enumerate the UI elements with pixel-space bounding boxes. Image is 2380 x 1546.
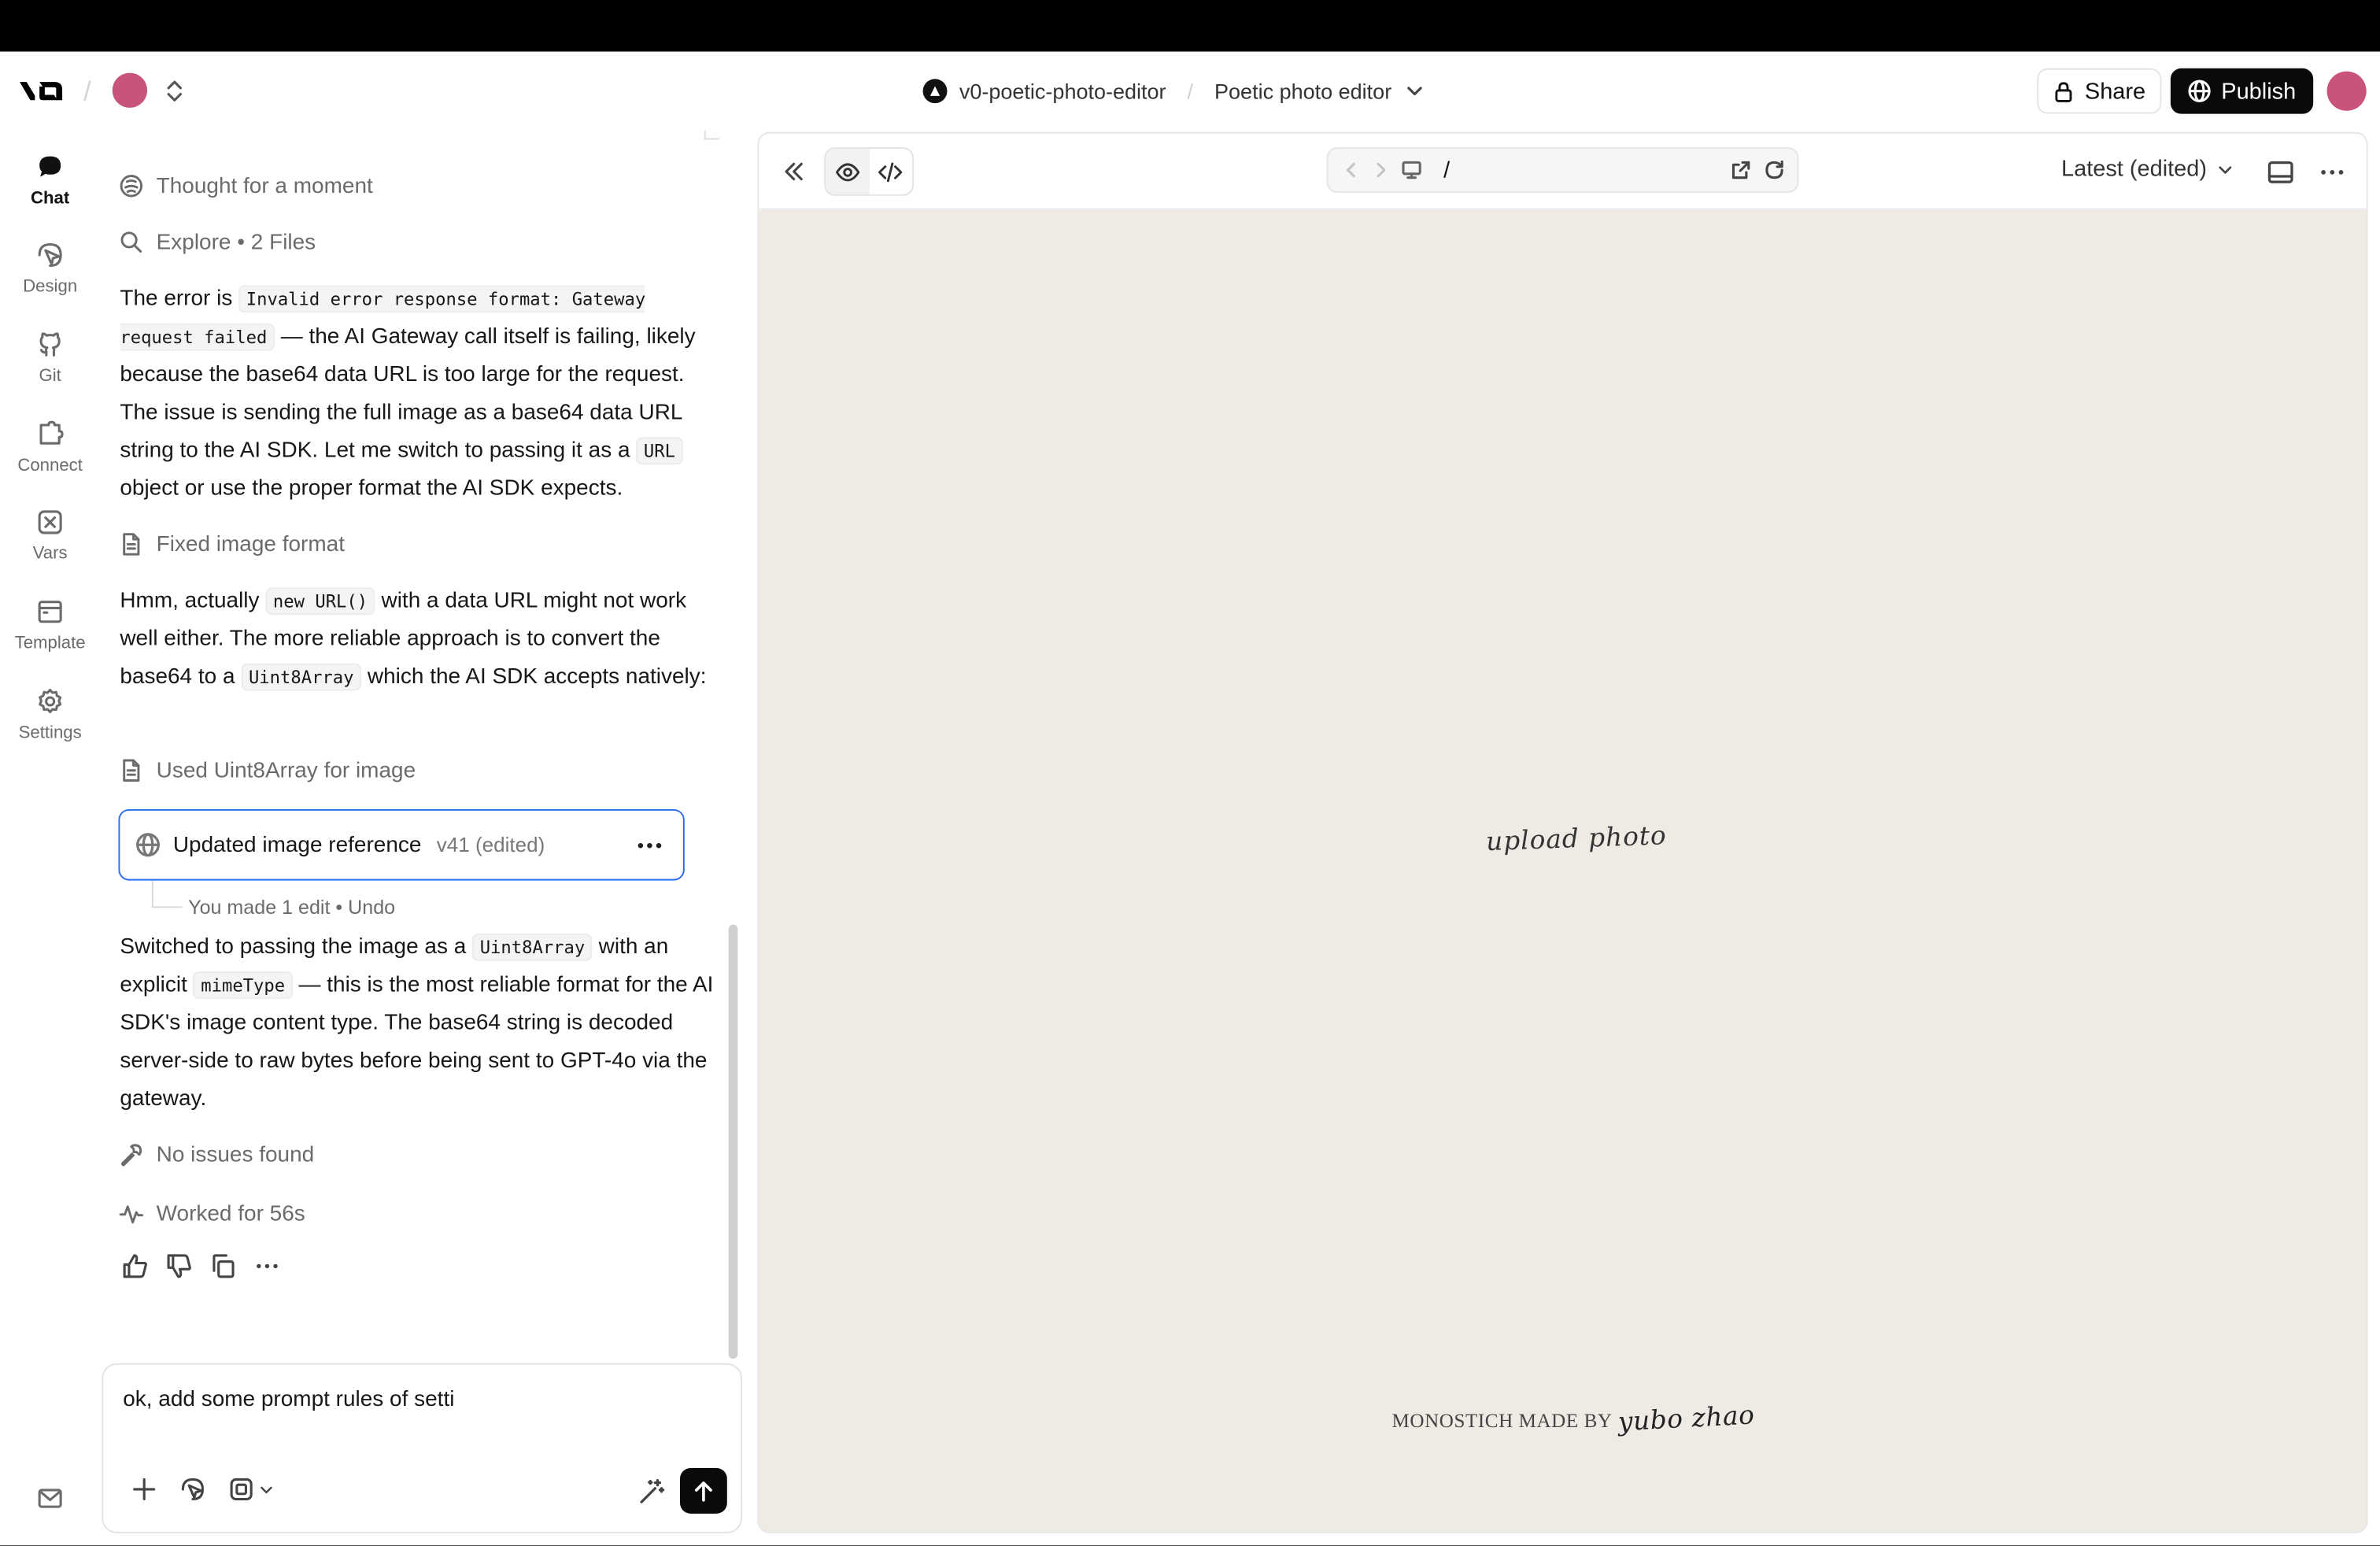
- inline-code: URL: [636, 437, 682, 464]
- version-card[interactable]: [118, 809, 684, 881]
- forward-arrow-icon[interactable]: [1371, 160, 1392, 181]
- header: [0, 52, 2380, 131]
- step-worked[interactable]: [118, 1201, 305, 1227]
- design-cursor-icon: [35, 240, 65, 271]
- text-fragment: The error is: [120, 287, 239, 312]
- publish-label: Publish: [2221, 78, 2297, 105]
- chevron-up-down-icon[interactable]: [161, 77, 188, 105]
- rail-item-settings[interactable]: [0, 686, 100, 762]
- version-select[interactable]: [2061, 157, 2234, 183]
- globe-icon: [2188, 79, 2212, 103]
- chat-input[interactable]: ok, add some prompt rules of setti: [123, 1387, 455, 1412]
- puzzle-icon: [35, 419, 65, 449]
- preview-url-bar: [1327, 147, 1799, 193]
- plus-icon[interactable]: [131, 1476, 158, 1503]
- rail-label-git: Git: [39, 367, 61, 386]
- step-used-uint8array[interactable]: [118, 757, 416, 783]
- rail-label-chat: Chat: [30, 190, 70, 209]
- chat-scrollbar[interactable]: [729, 925, 738, 1359]
- chat-bubble-icon: [35, 152, 65, 183]
- text-fragment: which the AI SDK accepts natively:: [361, 664, 707, 690]
- chevron-down-icon: [2216, 160, 2234, 178]
- step-fixed-format[interactable]: [118, 531, 345, 557]
- version-card-title: Updated image reference: [172, 832, 422, 857]
- chat-input-box[interactable]: [102, 1363, 742, 1533]
- chevrons-left-icon[interactable]: [780, 158, 808, 186]
- input-toolbar: [131, 1476, 275, 1503]
- publish-button[interactable]: [2171, 68, 2313, 114]
- footer-credit: [1391, 1400, 1756, 1439]
- step-explore[interactable]: [118, 229, 316, 255]
- inline-code: new URL(): [265, 587, 375, 615]
- header-separator: /: [83, 76, 91, 107]
- project-slug[interactable]: v0-poetic-photo-editor: [959, 79, 1166, 104]
- text-fragment: — the AI Gateway call itself is failing, likely because the base64 data URL is too large for the request. The issue is sending the full image as a base64 data URL string to the AI SDK. Let me switch to passing it as a: [120, 324, 696, 464]
- rail-item-design[interactable]: [0, 240, 100, 316]
- lock-icon: [2053, 80, 2075, 102]
- globe-icon: [135, 832, 161, 858]
- rail-item-git[interactable]: [0, 330, 100, 405]
- step-no-issues-text: No issues found: [156, 1142, 315, 1167]
- upload-photo-button[interactable]: upload photo: [1485, 821, 1668, 858]
- variable-icon: [35, 507, 65, 538]
- project-name[interactable]: Poetic photo editor: [1214, 79, 1392, 104]
- more-horizontal-icon[interactable]: [2318, 158, 2347, 187]
- team-avatar[interactable]: [113, 73, 147, 108]
- text-fragment: with a data URL might not work well either. The more reliable approach is to convert the base64 to a: [120, 589, 687, 690]
- rail-label-settings: Settings: [18, 723, 82, 743]
- step-fixed-text: Fixed image format: [156, 531, 346, 557]
- file-icon: [118, 757, 144, 783]
- step-explore-text: Explore • 2 Files: [156, 230, 316, 255]
- brain-icon: [118, 173, 144, 199]
- panel-layout-icon[interactable]: [2266, 158, 2295, 187]
- arrow-up-icon: [691, 1478, 717, 1503]
- app-preview-canvas: [759, 209, 2367, 1533]
- system-top-bar: [0, 0, 2380, 52]
- text-fragment: — this is the most reliable format for the AI SDK's image content type. The base64 string is decoded server-side to raw bytes before being sent to GPT-4o via the gateway.: [120, 973, 714, 1111]
- gear-icon: [35, 686, 65, 717]
- scroll-marker: [704, 131, 719, 140]
- model-selector[interactable]: [227, 1476, 275, 1503]
- model-icon: [227, 1476, 255, 1503]
- preview-toolbar: [759, 134, 2367, 209]
- step-no-issues[interactable]: [118, 1141, 314, 1167]
- rail-label-vars: Vars: [32, 545, 68, 564]
- v0-logo-icon[interactable]: [18, 76, 67, 106]
- rail-label-design: Design: [23, 277, 78, 297]
- footer-prefix: MONOSTICH MADE BY: [1391, 1408, 1613, 1432]
- url-actions: [1731, 160, 1785, 181]
- edit-note[interactable]: You made 1 edit • Undo: [188, 895, 396, 919]
- view-mode-toggle: [824, 147, 914, 196]
- inline-code: Uint8Array: [241, 664, 361, 691]
- text-fragment: Hmm, actually: [120, 589, 266, 614]
- version-select-label: Latest (edited): [2061, 156, 2207, 183]
- rail-item-vars[interactable]: [0, 507, 100, 583]
- more-horizontal-icon[interactable]: [253, 1252, 281, 1280]
- activity-icon: [118, 1201, 144, 1227]
- step-used-text: Used Uint8Array for image: [156, 758, 416, 783]
- eye-icon: [834, 159, 860, 185]
- template-icon: [35, 597, 65, 627]
- design-mode-icon[interactable]: [179, 1476, 207, 1503]
- code-icon: [878, 159, 904, 185]
- copy-icon[interactable]: [209, 1252, 237, 1280]
- inline-code: Uint8Array: [472, 934, 593, 961]
- step-thought-text: Thought for a moment: [156, 173, 373, 198]
- url-path-input[interactable]: /: [1443, 157, 1451, 183]
- desktop-icon[interactable]: [1401, 160, 1422, 181]
- rail-item-connect[interactable]: [0, 419, 100, 494]
- chat-panel: [100, 131, 745, 1545]
- version-card-version: v41 (edited): [436, 833, 545, 856]
- wrench-icon: [118, 1141, 144, 1167]
- message-paragraph-1: [120, 281, 726, 509]
- project-breadcrumb: [923, 75, 1425, 108]
- preview-mode-button[interactable]: [826, 149, 869, 194]
- vercel-triangle-icon: [923, 79, 948, 103]
- step-thought[interactable]: [118, 173, 372, 199]
- send-button[interactable]: [680, 1468, 727, 1514]
- rail-label-template: Template: [14, 634, 86, 653]
- preview-panel: [757, 132, 2367, 1533]
- footer-author-name: yubo zhao: [1617, 1400, 1756, 1439]
- edit-connector-line: [152, 881, 183, 908]
- message-paragraph-2: [120, 583, 726, 697]
- external-link-icon[interactable]: [1731, 160, 1752, 181]
- back-arrow-icon[interactable]: [1340, 160, 1362, 181]
- more-horizontal-icon[interactable]: [634, 830, 665, 861]
- rail-item-chat[interactable]: [0, 152, 100, 227]
- magic-wand-icon[interactable]: [638, 1478, 667, 1507]
- refresh-icon[interactable]: [1764, 160, 1785, 181]
- inline-code: Invalid error response format: Gateway request failed: [120, 286, 645, 351]
- github-icon: [35, 330, 65, 361]
- thumbs-down-icon[interactable]: [165, 1252, 193, 1280]
- file-icon: [118, 531, 144, 557]
- breadcrumb-separator: /: [1187, 79, 1194, 104]
- inline-code: mimeType: [194, 971, 293, 999]
- share-label: Share: [2084, 78, 2146, 105]
- mail-icon[interactable]: [35, 1483, 65, 1514]
- text-fragment: Switched to passing the image as a: [120, 935, 473, 960]
- thumbs-up-icon[interactable]: [121, 1252, 149, 1280]
- step-worked-text: Worked for 56s: [156, 1201, 305, 1226]
- text-fragment: with an explicit: [120, 935, 669, 998]
- rail-label-connect: Connect: [17, 457, 83, 475]
- user-avatar[interactable]: [2327, 72, 2367, 111]
- text-fragment: object or use the proper format the AI SDK expects.: [120, 476, 623, 501]
- chevron-down-icon[interactable]: [1404, 80, 1425, 102]
- left-rail: [0, 131, 100, 1545]
- chevron-down-icon: [258, 1481, 275, 1497]
- search-icon: [118, 229, 144, 255]
- message-paragraph-3: [120, 929, 726, 1119]
- message-feedback-actions: [121, 1252, 281, 1280]
- rail-item-template[interactable]: [0, 597, 100, 672]
- share-button[interactable]: [2037, 68, 2161, 114]
- code-mode-button[interactable]: [869, 149, 912, 194]
